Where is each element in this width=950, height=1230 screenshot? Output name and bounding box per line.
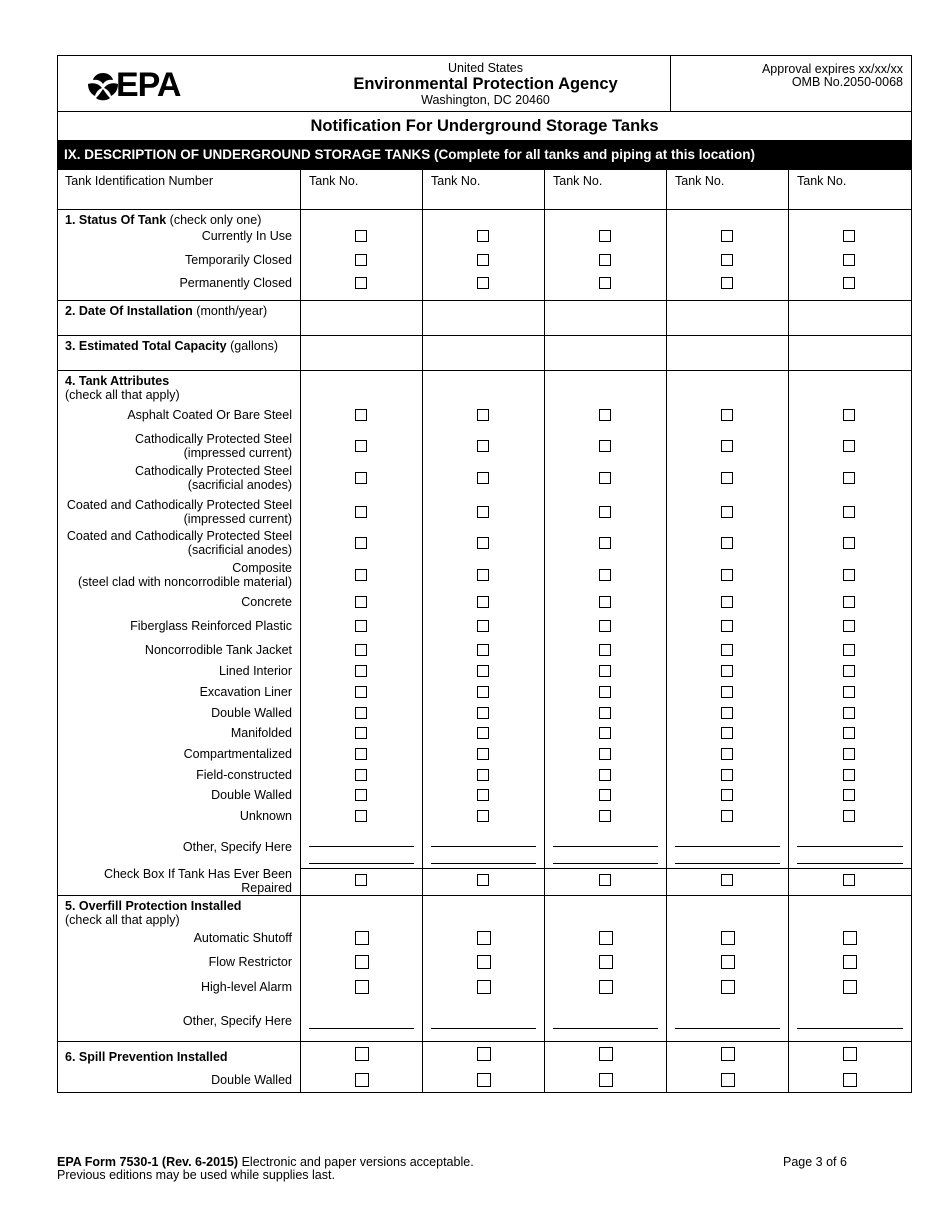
tank-1-checkbox[interactable] [355,596,367,608]
tank-4-specify-field[interactable] [675,863,780,864]
tank-5-specify-field[interactable] [797,1028,903,1029]
overfill-protection-number-label: 5. Overfill Protection Installed [65,899,242,913]
omb-number: OMB No.2050-0068 [791,75,903,89]
tank-4-checkbox[interactable] [721,1047,735,1061]
previous-editions-note: Previous editions may be used while supplies last. [57,1168,335,1182]
tank-2-checkbox[interactable] [477,707,489,719]
tank-attribute-sublabel: (steel clad with noncorrodible material) [78,575,292,589]
tank-number-header: Tank No. [553,174,603,188]
tank-3-checkbox[interactable] [599,569,611,581]
tank-2-checkbox[interactable] [477,748,489,760]
status-of-tank [65,213,261,227]
date-of-installation-note: (month/year) [192,304,268,318]
tank-5-checkbox[interactable] [843,230,855,242]
estimated-capacity-note: (gallons) [226,339,279,353]
tank-5-checkbox[interactable] [843,769,855,781]
overfill-option-label: Automatic Shutoff [193,931,292,945]
tank-2-checkbox[interactable] [477,472,489,484]
tank-1-checkbox[interactable] [355,665,367,677]
epa-flower-icon [86,71,120,103]
section-heading: IX. DESCRIPTION OF UNDERGROUND STORAGE TANKS (Complete for all tanks and piping at this location) [57,140,912,170]
spill-prevention: 6. Spill Prevention Installed [65,1050,228,1064]
tank-5-checkbox[interactable] [843,596,855,608]
tank-2-checkbox[interactable] [477,230,489,242]
tank-2-checkbox[interactable] [477,980,491,994]
tank-1-specify-field[interactable] [309,1028,414,1029]
tank-2-checkbox[interactable] [477,620,489,632]
tank-3-checkbox[interactable] [599,472,611,484]
rule-horizontal [57,300,912,301]
tank-1-checkbox[interactable] [355,1073,369,1087]
tank-1-checkbox[interactable] [355,472,367,484]
tank-repaired-label: Check Box If Tank Has Ever Been [103,867,292,881]
tank-5-specify-field[interactable] [797,846,903,847]
tank-number-header: Tank No. [309,174,359,188]
tank-1-checkbox[interactable] [355,277,367,289]
tank-2-specify-field[interactable] [431,1028,536,1029]
tank-3-checkbox[interactable] [599,409,611,421]
epa-logo-text: EPA [116,66,181,104]
page-number: Page 3 of 6 [783,1155,847,1169]
tank-3-checkbox[interactable] [599,748,611,760]
tank-attribute-label: Field-constructed [196,768,292,782]
tank-5-checkbox[interactable] [843,472,855,484]
rule-horizontal [57,111,912,112]
tank-1-checkbox[interactable] [355,506,367,518]
tank-attributes [65,374,169,388]
tank-attribute-label: Fiberglass Reinforced Plastic [130,619,292,633]
tank-attribute-sublabel: (sacrificial anodes) [187,478,292,492]
rule-vertical [788,170,789,1093]
tank-4-checkbox[interactable] [721,769,733,781]
rule-horizontal [57,335,912,336]
tank-attribute-other-label: Other, Specify Here [182,840,292,854]
tank-5-checkbox[interactable] [843,644,855,656]
tank-3-checkbox[interactable] [599,727,611,739]
rule-horizontal [57,1041,912,1042]
tank-1-checkbox[interactable] [355,789,367,801]
tank-attribute-label: Unknown [239,809,292,823]
tank-5-checkbox[interactable] [843,874,855,886]
tank-2-checkbox[interactable] [477,277,489,289]
tank-3-checkbox[interactable] [599,1073,613,1087]
tank-3-checkbox[interactable] [599,707,611,719]
form-title: Notification For Underground Storage Tanks [310,117,659,135]
tank-1-specify-field[interactable] [309,846,414,847]
tank-5-checkbox[interactable] [843,931,857,945]
status-of-tank-number-label: 1. Status Of Tank [65,213,167,227]
tank-5-checkbox[interactable] [843,569,855,581]
tank-4-checkbox[interactable] [721,277,733,289]
tank-3-checkbox[interactable] [599,254,611,266]
tank-1-checkbox[interactable] [355,620,367,632]
tank-4-checkbox[interactable] [721,810,733,822]
tank-4-checkbox[interactable] [721,409,733,421]
tank-attribute-label: Cathodically Protected Steel [134,432,292,446]
tank-3-checkbox[interactable] [599,789,611,801]
tank-attribute-label: Double Walled [211,788,292,802]
tank-1-checkbox[interactable] [355,810,367,822]
rule-horizontal [57,1092,912,1093]
tank-1-checkbox[interactable] [355,874,367,886]
tank-4-checkbox[interactable] [721,748,733,760]
overfill-protection [65,899,241,913]
approval-expires: Approval expires xx/xx/xx [761,62,903,76]
spill-option-label: Double Walled [211,1073,292,1087]
tank-4-checkbox[interactable] [721,254,733,266]
tank-4-checkbox[interactable] [721,472,733,484]
tank-3-checkbox[interactable] [599,665,611,677]
rule-horizontal [57,895,912,896]
tank-attribute-label: Asphalt Coated Or Bare Steel [127,408,292,422]
tank-1-checkbox[interactable] [355,440,367,452]
tank-attribute-label: Manifolded [230,726,292,740]
tank-1-checkbox[interactable] [355,707,367,719]
tank-4-checkbox[interactable] [721,727,733,739]
tank-5-checkbox[interactable] [843,665,855,677]
tank-3-checkbox[interactable] [599,686,611,698]
overfill-option-label: High-level Alarm [200,980,292,994]
rule-vertical [666,170,667,1093]
rule-vertical [300,170,301,1093]
form-versions-note: Electronic and paper versions acceptable. [238,1155,474,1169]
tank-4-checkbox[interactable] [721,596,733,608]
tank-5-checkbox[interactable] [843,789,855,801]
tank-2-checkbox[interactable] [477,955,491,969]
tank-attribute-label: Double Walled [211,706,292,720]
tank-5-checkbox[interactable] [843,409,855,421]
tank-2-checkbox[interactable] [477,874,489,886]
tank-5-checkbox[interactable] [843,727,855,739]
tank-4-checkbox[interactable] [721,230,733,242]
tank-attribute-sublabel: (sacrificial anodes) [187,543,292,557]
tank-3-checkbox[interactable] [599,537,611,549]
tank-2-checkbox[interactable] [477,727,489,739]
tank-3-specify-field[interactable] [553,863,658,864]
tank-4-checkbox[interactable] [721,569,733,581]
tank-1-checkbox[interactable] [355,980,369,994]
tank-4-checkbox[interactable] [721,440,733,452]
tank-4-checkbox[interactable] [721,955,735,969]
status-option-label: Temporarily Closed [185,253,292,267]
tank-1-specify-field[interactable] [309,863,414,864]
tank-3-checkbox[interactable] [599,810,611,822]
tank-attribute-label: Cathodically Protected Steel [134,464,292,478]
rule-vertical [670,55,671,111]
tank-3-checkbox[interactable] [599,874,611,886]
tank-5-specify-field[interactable] [797,863,903,864]
tank-2-checkbox[interactable] [477,665,489,677]
tank-1-checkbox[interactable] [355,569,367,581]
tank-2-checkbox[interactable] [477,769,489,781]
tank-3-checkbox[interactable] [599,931,613,945]
tank-4-checkbox[interactable] [721,506,733,518]
form-number: EPA Form 7530-1 (Rev. 6-2015) [57,1155,239,1169]
rule-horizontal [301,868,912,869]
tank-1-checkbox[interactable] [355,409,367,421]
header-country: United States [447,61,524,75]
tank-3-specify-field[interactable] [553,1028,658,1029]
tank-id-label: Tank Identification Number [65,174,213,188]
tank-1-checkbox[interactable] [355,769,367,781]
tank-4-specify-field[interactable] [675,846,780,847]
tank-number-header: Tank No. [797,174,847,188]
rule-vertical [57,55,58,1093]
tank-3-checkbox[interactable] [599,1047,613,1061]
tank-5-checkbox[interactable] [843,277,855,289]
rule-horizontal [57,209,912,210]
tank-2-checkbox[interactable] [477,1073,491,1087]
tank-attribute-label: Concrete [241,595,292,609]
tank-1-checkbox[interactable] [355,1047,369,1061]
tank-attribute-label: Coated and Cathodically Protected Steel [66,529,292,543]
tank-4-checkbox[interactable] [721,931,735,945]
tank-attribute-label: Lined Interior [219,664,292,678]
tank-2-checkbox[interactable] [477,506,489,518]
epa-logo [86,66,186,104]
rule-vertical [911,55,912,1093]
tank-3-checkbox[interactable] [599,277,611,289]
tank-4-checkbox[interactable] [721,620,733,632]
tank-attributes-number-label: 4. Tank Attributes [65,374,170,388]
tank-5-checkbox[interactable] [843,1047,857,1061]
rule-horizontal [57,370,912,371]
tank-1-checkbox[interactable] [355,727,367,739]
overfill-option-label: Flow Restrictor [208,955,292,969]
tank-4-checkbox[interactable] [721,707,733,719]
estimated-capacity-number-label: 3. Estimated Total Capacity [65,339,227,353]
rule-vertical [422,170,423,1093]
tank-attributes-note: (check all that apply) [65,388,180,402]
tank-1-checkbox[interactable] [355,955,369,969]
overfill-protection-note: (check all that apply) [65,913,180,927]
tank-5-checkbox[interactable] [843,955,857,969]
tank-3-specify-field[interactable] [553,846,658,847]
tank-3-checkbox[interactable] [599,596,611,608]
tank-2-checkbox[interactable] [477,644,489,656]
tank-4-checkbox[interactable] [721,644,733,656]
tank-2-checkbox[interactable] [477,569,489,581]
tank-5-checkbox[interactable] [843,620,855,632]
tank-2-checkbox[interactable] [477,409,489,421]
tank-4-checkbox[interactable] [721,789,733,801]
tank-2-checkbox[interactable] [477,931,491,945]
tank-3-checkbox[interactable] [599,955,613,969]
tank-2-checkbox[interactable] [477,810,489,822]
tank-5-checkbox[interactable] [843,707,855,719]
tank-1-checkbox[interactable] [355,931,369,945]
tank-5-checkbox[interactable] [843,810,855,822]
tank-5-checkbox[interactable] [843,748,855,760]
tank-2-checkbox[interactable] [477,596,489,608]
tank-4-checkbox[interactable] [721,686,733,698]
tank-attribute-sublabel: (impressed current) [183,512,292,526]
tank-1-checkbox[interactable] [355,230,367,242]
tank-5-checkbox[interactable] [843,440,855,452]
tank-1-checkbox[interactable] [355,254,367,266]
tank-3-checkbox[interactable] [599,230,611,242]
tank-attribute-label: Composite [232,561,292,575]
tank-4-checkbox[interactable] [721,874,733,886]
rule-horizontal [57,55,912,56]
agency-address: Washington, DC 20460 [421,93,550,107]
tank-attribute-label: Excavation Liner [199,685,292,699]
tank-3-checkbox[interactable] [599,769,611,781]
footer-form-info [57,1155,474,1169]
tank-5-checkbox[interactable] [843,506,855,518]
date-of-installation [65,304,267,318]
tank-attribute-sublabel: (impressed current) [183,446,292,460]
tank-5-checkbox[interactable] [843,1073,857,1087]
tank-4-checkbox[interactable] [721,1073,735,1087]
tank-4-specify-field[interactable] [675,1028,780,1029]
status-option-label: Permanently Closed [179,276,292,290]
tank-2-specify-field[interactable] [431,863,536,864]
tank-attribute-label: Coated and Cathodically Protected Steel [66,498,292,512]
tank-4-checkbox[interactable] [721,665,733,677]
tank-2-specify-field[interactable] [431,846,536,847]
estimated-capacity [65,339,278,353]
tank-2-checkbox[interactable] [477,1047,491,1061]
tank-3-checkbox[interactable] [599,506,611,518]
tank-1-checkbox[interactable] [355,537,367,549]
overfill-other-label: Other, Specify Here [182,1014,292,1028]
tank-3-checkbox[interactable] [599,440,611,452]
tank-attribute-label: Noncorrodible Tank Jacket [144,643,292,657]
tank-number-header: Tank No. [675,174,725,188]
tank-attribute-label: Compartmentalized [183,747,292,761]
tank-2-checkbox[interactable] [477,254,489,266]
tank-5-checkbox[interactable] [843,686,855,698]
status-option-label: Currently In Use [201,229,292,243]
tank-2-checkbox[interactable] [477,686,489,698]
rule-vertical [544,170,545,1093]
tank-3-checkbox[interactable] [599,644,611,656]
tank-3-checkbox[interactable] [599,980,613,994]
tank-5-checkbox[interactable] [843,254,855,266]
tank-5-checkbox[interactable] [843,537,855,549]
tank-1-checkbox[interactable] [355,686,367,698]
tank-number-header: Tank No. [431,174,481,188]
tank-2-checkbox[interactable] [477,440,489,452]
status-of-tank-note: (check only one) [166,213,262,227]
tank-1-checkbox[interactable] [355,748,367,760]
tank-3-checkbox[interactable] [599,620,611,632]
date-of-installation-number-label: 2. Date Of Installation [65,304,193,318]
tank-4-checkbox[interactable] [721,980,735,994]
agency-name: Environmental Protection Agency [353,75,618,93]
tank-repaired-sublabel: Repaired [241,881,292,895]
tank-2-checkbox[interactable] [477,789,489,801]
tank-5-checkbox[interactable] [843,980,857,994]
tank-2-checkbox[interactable] [477,537,489,549]
tank-4-checkbox[interactable] [721,537,733,549]
tank-1-checkbox[interactable] [355,644,367,656]
